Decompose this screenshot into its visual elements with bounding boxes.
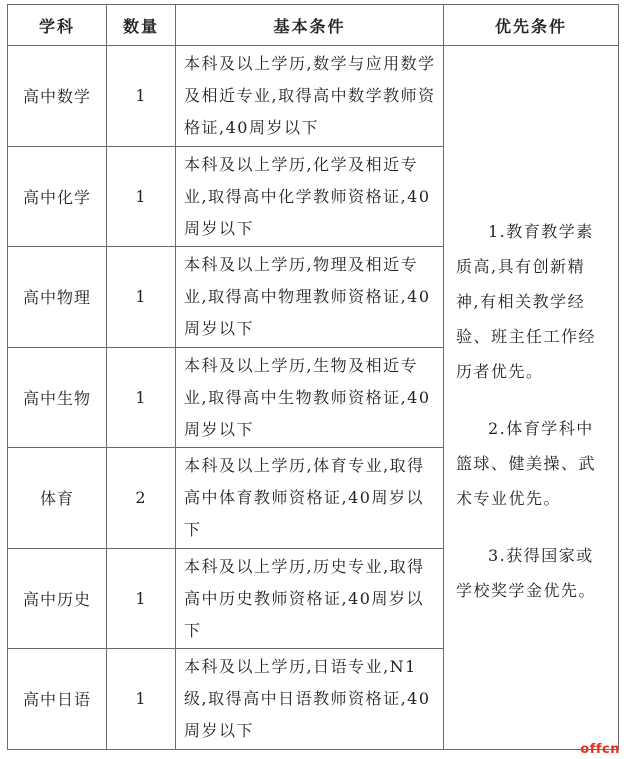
basic-text: 本科及以上学历,历史专业,取得高中历史教师资格证,40周岁以下 bbox=[184, 556, 425, 640]
subject-cell: 高中物理 bbox=[8, 247, 107, 348]
basic-cell bbox=[176, 247, 444, 348]
preferred-item-2: 2.体育学科中篮球、健美操、武术专业优先。 bbox=[456, 419, 597, 508]
table-row bbox=[8, 46, 619, 147]
basic-cell bbox=[176, 46, 444, 147]
basic-text: 本科及以上学历,体育专业,取得高中体育教师资格证,40周岁以下 bbox=[184, 456, 425, 539]
basic-cell bbox=[176, 548, 444, 649]
count-cell: 1 bbox=[107, 247, 176, 348]
basic-text: 本科及以上学历,日语专业,N1级,取得高中日语教师资格证,40周岁以下 bbox=[184, 657, 431, 740]
basic-cell bbox=[176, 448, 444, 549]
header-preferred-conditions: 优先条件 bbox=[444, 5, 619, 46]
basic-text: 本科及以上学历,生物及相近专业,取得高中生物教师资格证,40周岁以下 bbox=[184, 355, 431, 439]
preferred-cell bbox=[444, 46, 619, 750]
count-cell: 1 bbox=[107, 146, 176, 247]
subject-cell: 高中日语 bbox=[8, 649, 107, 750]
subject-cell: 高中生物 bbox=[8, 347, 107, 448]
count-cell: 1 bbox=[107, 46, 176, 147]
subject-cell: 高中数学 bbox=[8, 46, 107, 147]
basic-text: 本科及以上学历,数学与应用数学及相近专业,取得高中数学教师资格证,40周岁以下 bbox=[184, 54, 436, 137]
preferred-item-3: 3.获得国家或学校奖学金优先。 bbox=[456, 546, 597, 600]
basic-text: 本科及以上学历,化学及相近专业,取得高中化学教师资格证,40周岁以下 bbox=[184, 154, 431, 238]
basic-text: 本科及以上学历,物理及相近专业,取得高中物理教师资格证,40周岁以下 bbox=[184, 255, 431, 338]
header-subject: 学科 bbox=[8, 5, 107, 46]
header-count: 数量 bbox=[107, 5, 176, 46]
header-basic-conditions: 基本条件 bbox=[176, 5, 444, 46]
subject-cell: 高中化学 bbox=[8, 146, 107, 247]
subject-cell: 体育 bbox=[8, 448, 107, 549]
count-cell: 1 bbox=[107, 548, 176, 649]
count-cell: 1 bbox=[107, 649, 176, 750]
recruitment-table bbox=[7, 4, 619, 750]
count-cell: 2 bbox=[107, 448, 176, 549]
count-cell: 1 bbox=[107, 347, 176, 448]
header-row bbox=[8, 5, 619, 46]
basic-cell bbox=[176, 347, 444, 448]
preferred-item-1: 1.教育教学素质高,具有创新精神,有相关教学经验、班主任工作经历者优先。 bbox=[456, 222, 597, 381]
basic-cell bbox=[176, 146, 444, 247]
basic-cell bbox=[176, 649, 444, 750]
subject-cell: 高中历史 bbox=[8, 548, 107, 649]
watermark-logo: offcn bbox=[580, 742, 620, 757]
